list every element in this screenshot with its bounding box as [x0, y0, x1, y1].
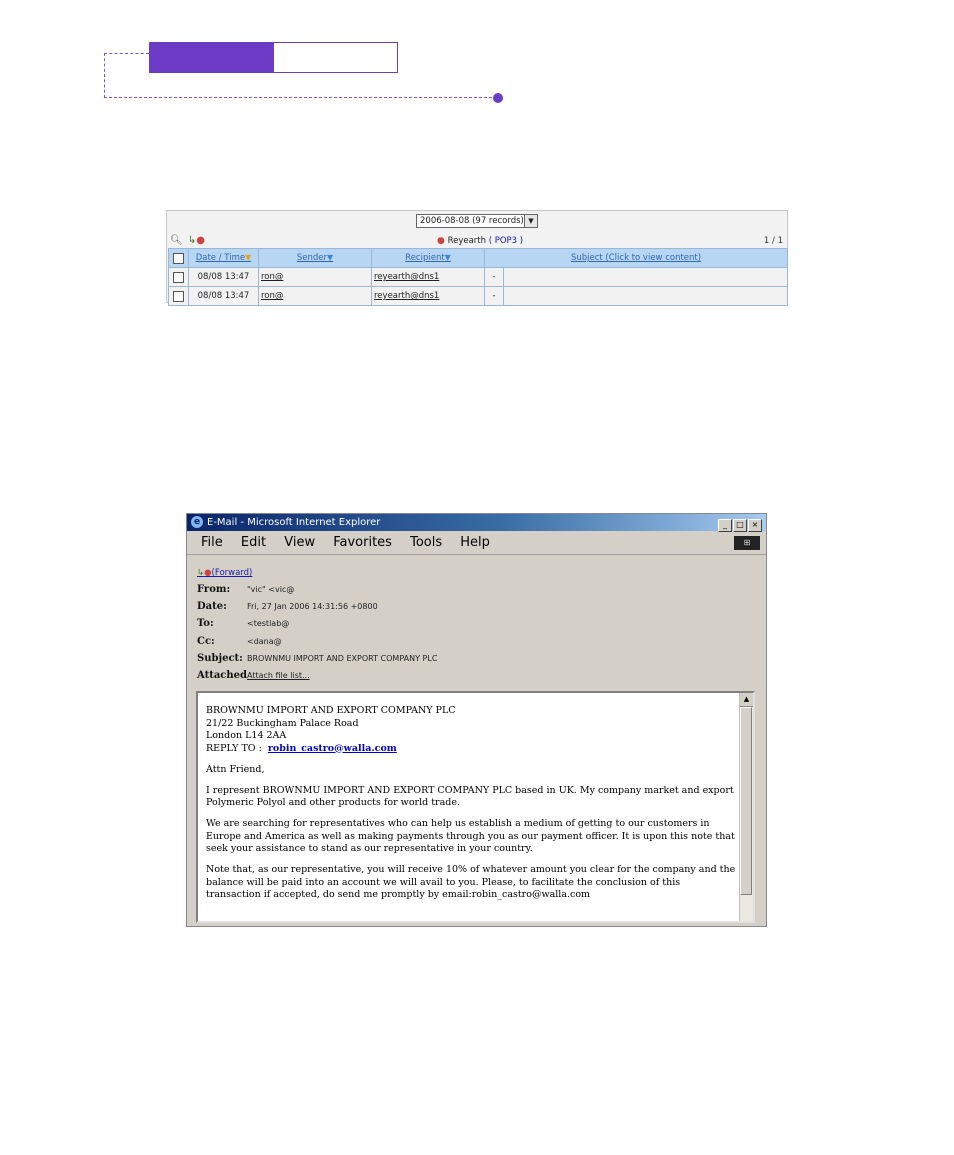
user-name: Reyearth — [447, 236, 486, 246]
window-title-bar[interactable] — [187, 514, 766, 531]
page-indicator: 1 / 1 — [763, 236, 783, 246]
column-header-date[interactable]: Date / Time▼ — [189, 249, 259, 268]
body-paragraph: We are searching for representatives who can help us establish a medium of getting to our customers in Europe and America as well as making payments through you as our payment officer. It is upon this note that seek your assistance to stand as our representative in your country. — [206, 818, 735, 854]
scrollbar-thumb[interactable] — [740, 707, 752, 895]
menu-help[interactable]: Help — [460, 535, 490, 550]
cell-subject[interactable] — [504, 268, 788, 287]
close-button[interactable]: × — [748, 519, 762, 532]
minimize-button[interactable]: _ — [718, 519, 732, 532]
menu-view[interactable]: View — [284, 535, 316, 550]
reply-to-email-link[interactable]: robin_castro@walla.com — [267, 742, 397, 754]
cell-subject[interactable] — [504, 287, 788, 306]
email-body — [206, 705, 736, 910]
protocol-link[interactable]: ( POP3 ) — [488, 236, 524, 246]
sort-arrow-icon[interactable]: ▼ — [444, 253, 451, 262]
decorative-line — [104, 97, 497, 98]
table-row[interactable] — [169, 268, 788, 287]
menu-tools[interactable]: Tools — [410, 535, 443, 550]
greeting: Attn Friend, — [206, 763, 265, 775]
search-icon[interactable]: 🔍︎ — [170, 235, 183, 246]
table-row[interactable] — [169, 287, 788, 306]
table-header-row — [169, 249, 788, 268]
cell-sender[interactable]: ron@ — [259, 287, 372, 306]
menu-edit[interactable]: Edit — [240, 535, 267, 550]
row-checkbox-cell[interactable] — [169, 268, 189, 287]
field-from: From: "vic" <vic@ — [197, 584, 295, 595]
cell-flag: - — [485, 268, 504, 287]
row-checkbox[interactable] — [173, 272, 184, 283]
decorative-line — [104, 53, 149, 54]
decorative-line — [104, 53, 105, 98]
column-header-subject[interactable]: Subject (Click to view content) — [485, 249, 788, 268]
cell-date: 08/08 13:47 — [189, 287, 259, 306]
date-select[interactable] — [416, 214, 538, 228]
email-records-panel — [166, 210, 788, 303]
field-subject: Subject: BROWNMU IMPORT AND EXPORT COMPANY PLC — [197, 652, 438, 664]
sort-arrow-icon[interactable]: ▼ — [326, 253, 334, 262]
field-to: To: <testlab@ — [197, 618, 290, 630]
menu-bar — [187, 532, 766, 555]
user-icon: ● — [437, 236, 445, 246]
scroll-up-arrow-icon[interactable]: ▲ — [740, 693, 753, 707]
body-paragraph: I represent BROWNMU IMPORT AND EXPORT COMPANY PLC based in UK. My company market and export Polymeric Polyol and other products for world trade. — [206, 784, 734, 808]
menu-favorites[interactable]: Favorites — [333, 535, 392, 550]
records-table — [168, 248, 788, 306]
mailbox-user — [437, 236, 523, 246]
vertical-scrollbar[interactable] — [739, 693, 753, 921]
email-window — [186, 513, 767, 927]
decorative-dot — [493, 93, 503, 103]
sort-arrow-icon[interactable]: ▼ — [245, 253, 252, 262]
field-cc: Cc: <dana@ — [197, 635, 282, 647]
ie-logo-icon: e — [191, 516, 203, 528]
body-paragraph: Note that, as our representative, you will receive 10% of whatever amount you clear for the company and the balance will be paid into an account we will avail to you. Please, to facilitate the conclusion of this transaction if accepted, do send me promptly by email:robin_castro@walla.com — [206, 864, 736, 900]
header-decoration-bar — [149, 42, 398, 73]
email-body-pane[interactable] — [196, 691, 755, 923]
forward-link[interactable]: ↳●(Forward) — [197, 568, 253, 578]
row-checkbox[interactable] — [173, 291, 184, 302]
window-title: E-Mail - Microsoft Internet Explorer — [207, 517, 381, 528]
cell-recipient[interactable]: reyearth@dns1 — [372, 287, 485, 306]
column-header-sender[interactable]: Sender▼ — [259, 249, 372, 268]
user-icon: ● — [204, 568, 212, 578]
attach-file-list-link[interactable]: Attach file list... — [247, 670, 310, 680]
cell-date: 08/08 13:47 — [189, 268, 259, 287]
row-checkbox-cell[interactable] — [169, 287, 189, 306]
column-header-recipient[interactable]: Recipient▼ — [372, 249, 485, 268]
menu-file[interactable]: File — [201, 535, 223, 550]
maximize-button[interactable]: □ — [733, 519, 747, 532]
forward-icon: ↳ — [197, 568, 205, 578]
address-block: BROWNMU IMPORT AND EXPORT COMPANY PLC 21/22 Buckingham Palace Road London L14 2AA REPLY TO : robin_castro@walla.com — [206, 705, 456, 754]
field-date: Date: Fri, 27 Jan 2006 14:31:56 +0800 — [197, 601, 378, 613]
email-header-fields — [197, 568, 437, 687]
date-select-value: 2006-08-08 (97 records) — [420, 216, 524, 226]
cell-recipient[interactable]: reyearth@dns1 — [372, 268, 485, 287]
chevron-down-icon[interactable]: ▼ — [524, 215, 537, 227]
select-all-cell[interactable] — [169, 249, 189, 268]
cell-sender[interactable]: ron@ — [259, 268, 372, 287]
field-attached: AttachedAttach file list... — [197, 669, 310, 681]
windows-flag-icon: ⊞ — [734, 536, 760, 550]
select-all-checkbox[interactable] — [173, 253, 184, 264]
forward-user-icon[interactable]: ↳● — [187, 235, 206, 246]
cell-flag: - — [485, 287, 504, 306]
